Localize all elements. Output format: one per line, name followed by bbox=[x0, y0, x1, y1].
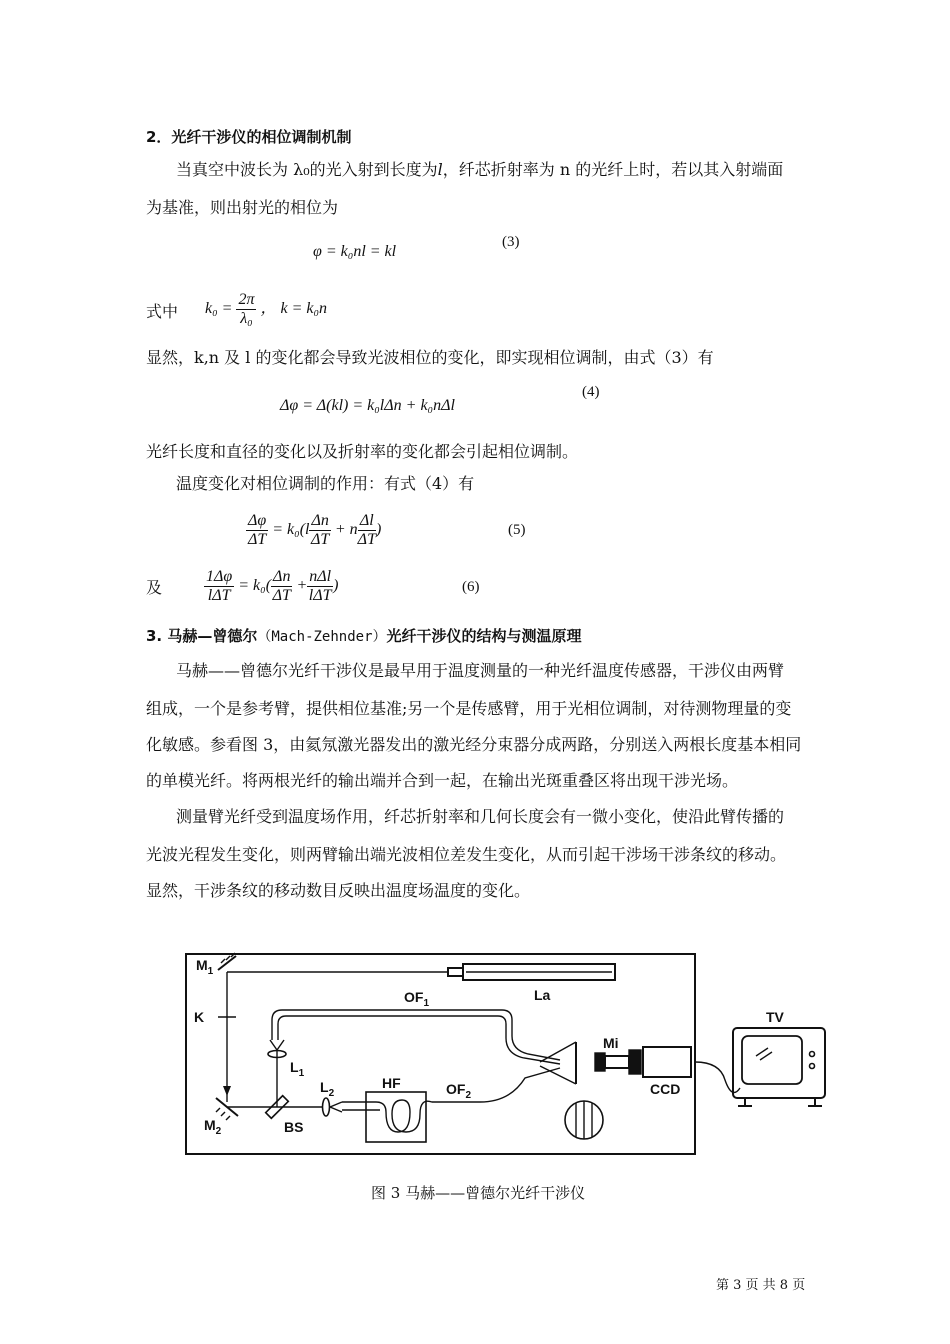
label-of2: $OF_2$ bbox=[446, 1081, 472, 1101]
eq5-f2-num: Δl bbox=[358, 512, 376, 531]
enclosure-frame bbox=[186, 954, 695, 1154]
equation-3-number: (3) bbox=[502, 234, 520, 250]
section-3-line-7: 显然，干涉条纹的移动数目反映出温度场温度的变化。 bbox=[146, 881, 531, 900]
eq6-f2-den: lΔT bbox=[308, 587, 332, 604]
beam-arrow bbox=[223, 1086, 231, 1096]
interference-pattern bbox=[565, 1101, 603, 1139]
k0-denominator: λ₀ bbox=[240, 310, 253, 327]
section-3-line-1: 马赫——曾德尔光纤干涉仪是最早用于温度测量的一种光纤温度传感器，干涉仪由两臂 bbox=[176, 661, 785, 680]
eq5-lhs-num: Δφ bbox=[248, 512, 267, 529]
eq5-mid: = k₀(l bbox=[272, 521, 310, 539]
eq6-fraction-1 bbox=[271, 568, 292, 605]
section-3-heading-b: （Mach-Zehnder） bbox=[257, 629, 387, 645]
figure-caption: 图 3 马赫——曾德尔光纤干涉仪 bbox=[371, 1184, 586, 1202]
eq5-f1-num: Δn bbox=[311, 512, 329, 529]
label-k: K bbox=[194, 1009, 205, 1025]
eq5-f1-den: ΔT bbox=[311, 531, 330, 548]
label-m1: $M_1$ bbox=[196, 957, 214, 977]
section-3-line-5: 测量臂光纤受到温度场作用，纤芯折射率和几何长度会有一微小变化，使沿此臂传播的 bbox=[176, 807, 785, 826]
section-3-line-2: 组成，一个是参考臂，提供相位基准;另一个是传感臂，用于光相位调制，对待测物理量的变 bbox=[146, 699, 792, 718]
label-l2: $L_2$ bbox=[320, 1079, 335, 1099]
paragraph-1-line-2: 为基准，则出射光的相位为 bbox=[146, 198, 339, 217]
eq6-lhs-den: lΔT bbox=[207, 587, 231, 604]
section-3-heading-c: 光纤干涉仪的结构与测温原理 bbox=[386, 627, 582, 645]
equation-4: Δφ = Δ(kl) = k₀lΔn + k₀nΔl bbox=[280, 397, 455, 414]
microscope-mi bbox=[595, 1050, 641, 1074]
paragraph-1-line-1 bbox=[176, 160, 783, 180]
equation-6 bbox=[204, 568, 338, 605]
section-3-heading-a: 3. 马赫—曾德尔 bbox=[146, 627, 258, 645]
k0-numerator: 2π bbox=[238, 291, 255, 308]
eq6-lhs-num: 1Δφ bbox=[206, 568, 233, 585]
paragraph-4: 温度变化对相位调制的作用：有式（4）有 bbox=[176, 474, 475, 493]
laser-la bbox=[448, 964, 615, 980]
section-3-line-4: 的单模光纤。将两根光纤的输出端并合到一起，在输出光斑重叠区将出现干涉光场。 bbox=[146, 771, 739, 790]
equation-6-number: (6) bbox=[462, 579, 480, 595]
paragraph-3: 光纤长度和直径的变化以及折射率的变化都会引起相位调制。 bbox=[146, 442, 579, 461]
mirror-m1 bbox=[218, 953, 236, 970]
eq5-lhs-den: ΔT bbox=[247, 531, 267, 548]
para1-text-a: 当真空中波长为 λ₀的光入射到长度为 bbox=[176, 160, 438, 179]
equation-5-number: (5) bbox=[508, 522, 526, 538]
para1-l-symbol: l bbox=[437, 160, 443, 179]
eq6-fraction-2 bbox=[307, 568, 333, 605]
and-label: 及 bbox=[146, 578, 163, 597]
label-hf: HF bbox=[382, 1075, 401, 1091]
eq5-fraction-1 bbox=[309, 512, 330, 549]
section-3-heading bbox=[146, 625, 582, 646]
eq5-close: ) bbox=[375, 521, 382, 539]
para1-text-b: ，纤芯折射率为 n 的光纤上时，若以其入射端面 bbox=[442, 160, 784, 179]
equation-4-number: (4) bbox=[582, 384, 600, 400]
label-of1: $OF_1$ bbox=[404, 989, 430, 1009]
k0-lhs: k₀ = bbox=[205, 300, 233, 318]
eq6-close: ) bbox=[333, 577, 339, 595]
eq6-plus: + bbox=[296, 577, 308, 595]
eq6-mid: = k₀( bbox=[238, 577, 272, 595]
heater-hf bbox=[366, 1092, 426, 1142]
label-m2: $M_2$ bbox=[204, 1117, 222, 1137]
label-mi: Mi bbox=[603, 1035, 619, 1051]
ccd-camera bbox=[643, 1047, 691, 1077]
eq5-lhs-fraction bbox=[246, 512, 268, 549]
mach-zehnder-diagram bbox=[180, 950, 840, 1170]
eq6-f1-num: Δn bbox=[273, 568, 291, 585]
label-tv: TV bbox=[766, 1009, 784, 1025]
where-label: 式中 bbox=[146, 302, 179, 321]
equation-5 bbox=[246, 512, 381, 549]
paragraph-2: 显然，k,n 及 l 的变化都会导致光波相位的变化，即实现相位调制，由式（3）有 bbox=[146, 348, 714, 367]
section-2-heading: 2．光纤干涉仪的相位调制机制 bbox=[146, 128, 352, 146]
tv-monitor bbox=[733, 1028, 825, 1106]
label-l1: $L_1$ bbox=[290, 1059, 305, 1079]
section-3-line-6: 光波光程发生变化，则两臂输出端光波相位差发生变化，从而引起干涉场干涉条纹的移动。 bbox=[146, 845, 787, 864]
eq6-f1-den: ΔT bbox=[272, 587, 291, 604]
label-la: La bbox=[534, 987, 551, 1003]
equation-3: φ = k₀nl = kl bbox=[313, 243, 397, 260]
lens-l2 bbox=[323, 1098, 343, 1116]
eq6-f2-num: nΔl bbox=[309, 568, 332, 585]
fiber-of1 bbox=[272, 1010, 560, 1064]
k-definition: ， k = k₀n bbox=[260, 300, 328, 318]
fiber-of2 bbox=[342, 1068, 560, 1132]
eq5-f2-den: ΔT bbox=[357, 531, 376, 548]
label-ccd: CCD bbox=[650, 1081, 681, 1097]
section-3-line-3: 化敏感。参看图 3，由氦氖激光器发出的激光经分束器分成两路，分别送入两根长度基本相同 bbox=[146, 735, 802, 754]
eq5-fraction-2 bbox=[358, 512, 376, 549]
eq5-plus: + n bbox=[334, 521, 358, 539]
k0-definition bbox=[205, 291, 327, 328]
k0-fraction bbox=[236, 291, 256, 328]
label-bs: BS bbox=[284, 1119, 304, 1135]
page-footer: 第 3 页 共 8 页 bbox=[716, 1278, 806, 1293]
eq6-lhs-fraction bbox=[204, 568, 234, 605]
